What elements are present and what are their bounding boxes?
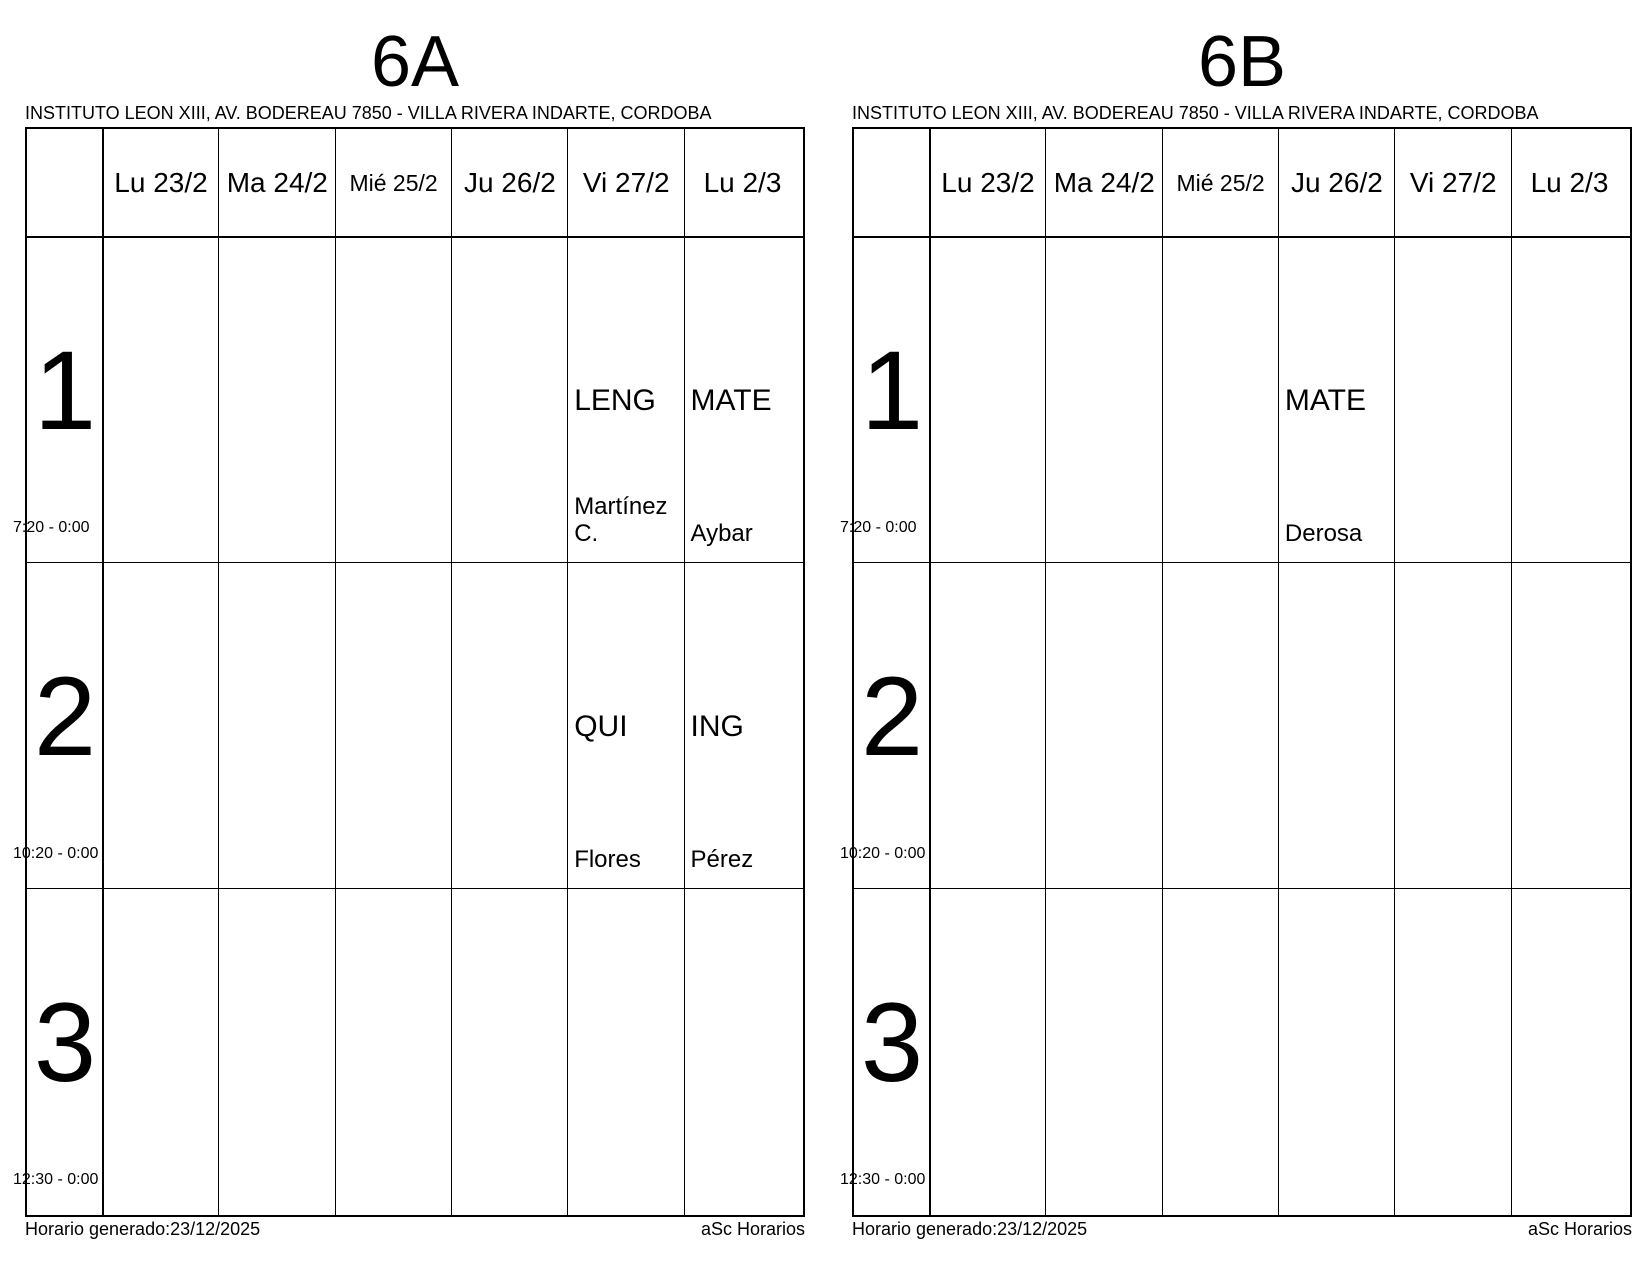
day-header: Ju 26/2 bbox=[463, 167, 556, 198]
day-header: Lu 23/2 bbox=[114, 167, 208, 198]
class-title: 6B bbox=[1197, 22, 1287, 102]
grid-row-line bbox=[854, 562, 1630, 563]
period-time: 12:30 - 0:00 bbox=[13, 1171, 99, 1188]
period-time: 7:20 - 0:00 bbox=[840, 519, 917, 536]
lesson-teacher: Pérez bbox=[690, 846, 754, 873]
lesson-subject: MATE bbox=[690, 384, 772, 417]
period-number: 1 bbox=[860, 328, 924, 453]
day-header: Vi 27/2 bbox=[1409, 167, 1497, 198]
lesson-cell[interactable] bbox=[568, 563, 684, 889]
generated-date: Horario generado:23/12/2025 bbox=[25, 1219, 261, 1239]
day-header: Lu 23/2 bbox=[941, 167, 1035, 198]
day-header: Ma 24/2 bbox=[226, 167, 328, 198]
day-header: Ma 24/2 bbox=[1053, 167, 1155, 198]
lesson-teacher: Aybar bbox=[690, 520, 753, 547]
period-number: 1 bbox=[33, 328, 97, 453]
lesson-teacher: Derosa bbox=[1284, 520, 1363, 547]
lesson-cell[interactable] bbox=[1279, 237, 1395, 563]
grid-column-line bbox=[1511, 129, 1512, 1215]
grid-column-line bbox=[1045, 129, 1046, 1215]
class-title: 6A bbox=[370, 22, 460, 102]
period-number: 3 bbox=[33, 980, 97, 1105]
day-header: Ju 26/2 bbox=[1290, 167, 1383, 198]
day-header: Vi 27/2 bbox=[582, 167, 670, 198]
grid-column-line bbox=[218, 129, 219, 1215]
grid-column-line bbox=[335, 129, 336, 1215]
lesson-subject: QUI bbox=[574, 710, 628, 743]
period-time: 10:20 - 0:00 bbox=[13, 845, 99, 862]
lesson-teacher: Martínez C. bbox=[574, 493, 668, 547]
lesson-subject: ING bbox=[690, 710, 744, 743]
period-number: 3 bbox=[860, 980, 924, 1105]
lesson-teacher: Flores bbox=[574, 846, 641, 873]
day-header: Mié 25/2 bbox=[349, 169, 438, 196]
timetable-grid bbox=[25, 127, 805, 1217]
day-header: Lu 2/3 bbox=[703, 167, 782, 198]
lesson-cell[interactable] bbox=[685, 563, 801, 889]
lesson-subject: LENG bbox=[574, 384, 656, 417]
timetable-sheet-6b bbox=[840, 0, 1632, 1275]
grid-column-line bbox=[1162, 129, 1163, 1215]
period-time: 12:30 - 0:00 bbox=[840, 1171, 926, 1188]
timetable-grid bbox=[852, 127, 1632, 1217]
period-time: 7:20 - 0:00 bbox=[13, 519, 90, 536]
software-credit: aSc Horarios bbox=[1527, 1219, 1632, 1239]
timetable-sheet-6a bbox=[13, 0, 805, 1275]
period-time: 10:20 - 0:00 bbox=[840, 845, 926, 862]
day-header: Mié 25/2 bbox=[1176, 169, 1265, 196]
lesson-subject: MATE bbox=[1284, 384, 1366, 417]
school-name: INSTITUTO LEON XIII, AV. BODEREAU 7850 - VILLA RIVERA INDARTE, CORDOBA bbox=[852, 103, 1539, 123]
grid-row-line bbox=[854, 888, 1630, 889]
generated-date: Horario generado:23/12/2025 bbox=[852, 1219, 1088, 1239]
software-credit: aSc Horarios bbox=[700, 1219, 805, 1239]
period-number: 2 bbox=[33, 654, 97, 779]
lesson-cell[interactable] bbox=[685, 237, 801, 563]
lesson-cell[interactable] bbox=[568, 237, 684, 563]
period-number: 2 bbox=[860, 654, 924, 779]
school-name: INSTITUTO LEON XIII, AV. BODEREAU 7850 - VILLA RIVERA INDARTE, CORDOBA bbox=[25, 103, 712, 123]
grid-column-line bbox=[451, 129, 452, 1215]
day-header: Lu 2/3 bbox=[1530, 167, 1609, 198]
